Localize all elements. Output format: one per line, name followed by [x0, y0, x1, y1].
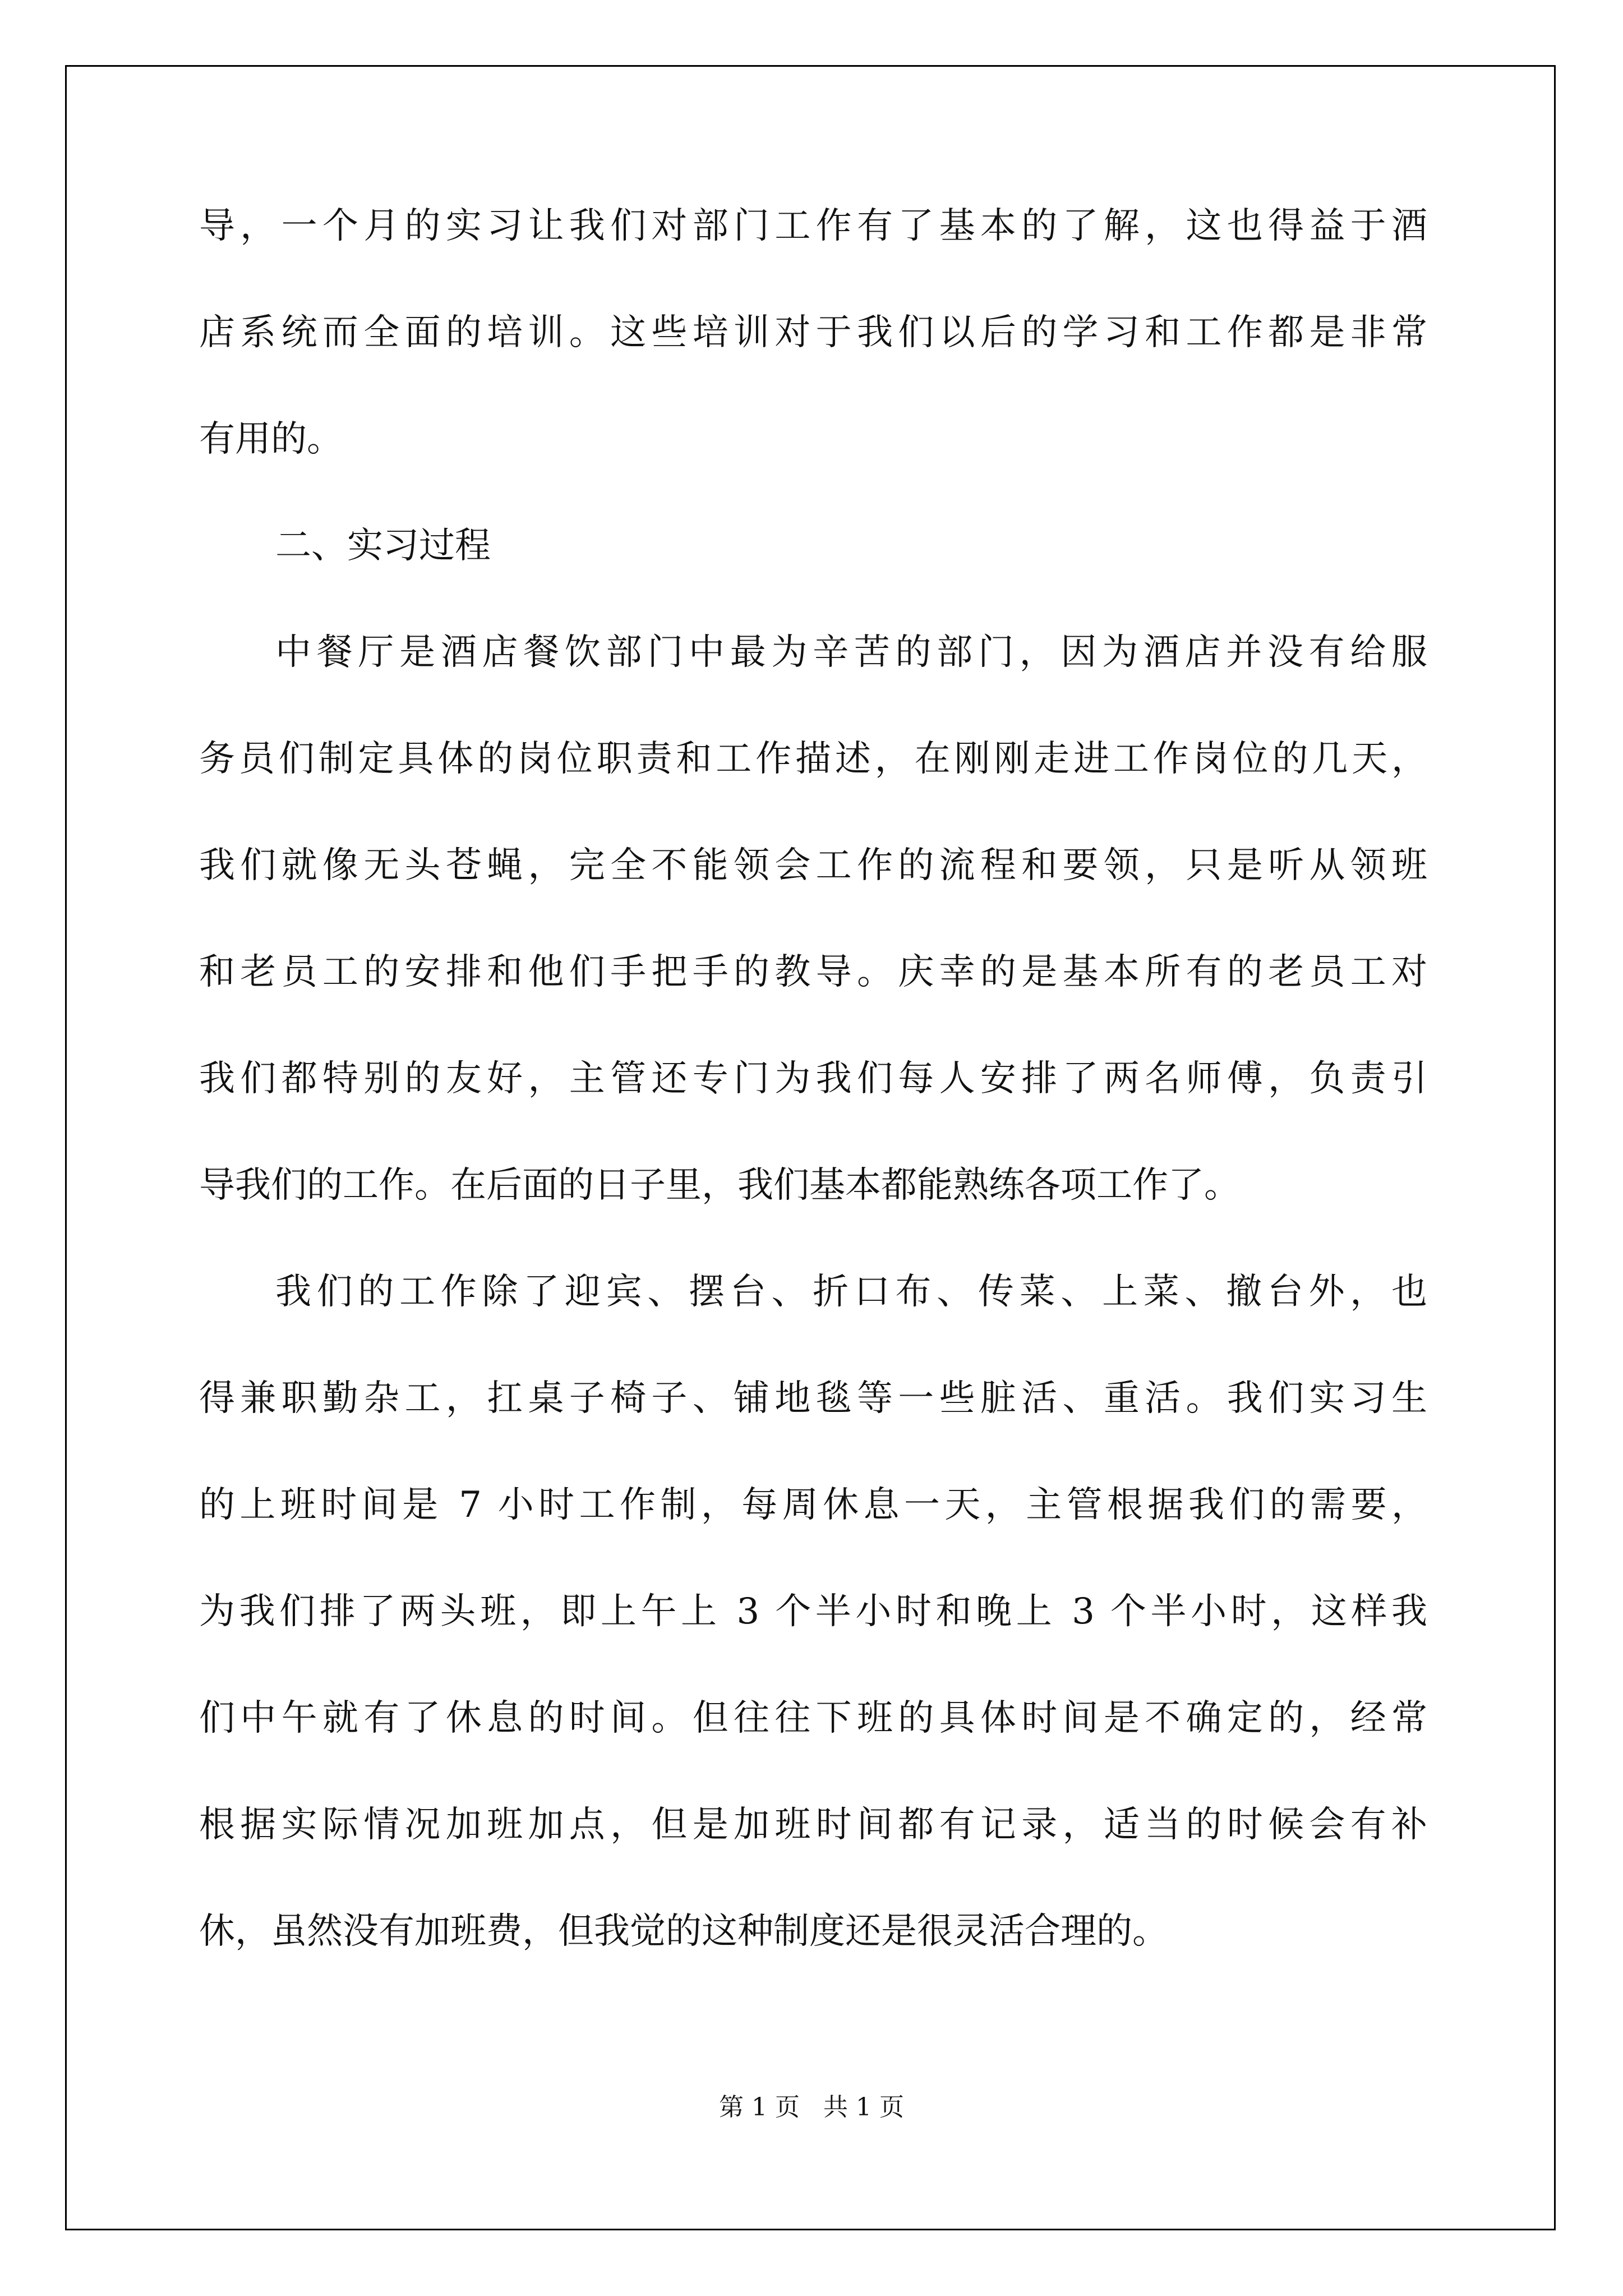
paragraph-line: 务员们制定具体的岗位职责和工作描述，在刚刚走进工作岗位的几天， — [199, 738, 1427, 780]
paragraph-line: 休，虽然没有加班费，但我觉的这种制度还是很灵活合理的。 — [199, 1911, 1168, 1952]
paragraph-line: 得兼职勤杂工，扛桌子椅子、铺地毯等一些脏活、重活。我们实习生 — [199, 1378, 1427, 1419]
paragraph-line: 根据实际情况加班加点，但是加班时间都有记录，适当的时候会有补 — [199, 1804, 1427, 1846]
paragraph-line: 导我们的工作。在后面的日子里，我们基本都能熟练各项工作了。 — [199, 1165, 1240, 1206]
page-number-footer: 第 1 页 共 1 页 — [719, 2093, 904, 2122]
paragraph-line: 我们都特别的友好，主管还专门为我们每人安排了两名师傅，负责引 — [199, 1058, 1427, 1099]
paragraph-line: 导，一个月的实习让我们对部门工作有了基本的了解，这也得益于酒 — [199, 205, 1427, 247]
paragraph-line: 的上班时间是 7 小时工作制，每周休息一天，主管根据我们的需要， — [199, 1484, 1427, 1526]
paragraph-line: 们中午就有了休息的时间。但往往下班的具体时间是不确定的，经常 — [199, 1697, 1427, 1739]
paragraph-line: 为我们排了两头班，即上午上 3 个半小时和晚上 3 个半小时，这样我 — [199, 1591, 1427, 1632]
section-heading: 二、实习过程 — [275, 525, 491, 567]
paragraph-line: 和老员工的安排和他们手把手的教导。庆幸的是基本所有的老员工对 — [199, 951, 1427, 993]
paragraph-line: 我们就像无头苍蝇，完全不能领会工作的流程和要领，只是听从领班 — [199, 845, 1427, 886]
paragraph-line: 我们的工作除了迎宾、摆台、折口布、传菜、上菜、撤台外，也 — [275, 1271, 1427, 1313]
paragraph-line: 中餐厅是酒店餐饮部门中最为辛苦的部门，因为酒店并没有给服 — [275, 632, 1427, 673]
paragraph-line: 有用的。 — [199, 418, 343, 460]
paragraph-line: 店系统而全面的培训。这些培训对于我们以后的学习和工作都是非常 — [199, 312, 1427, 353]
